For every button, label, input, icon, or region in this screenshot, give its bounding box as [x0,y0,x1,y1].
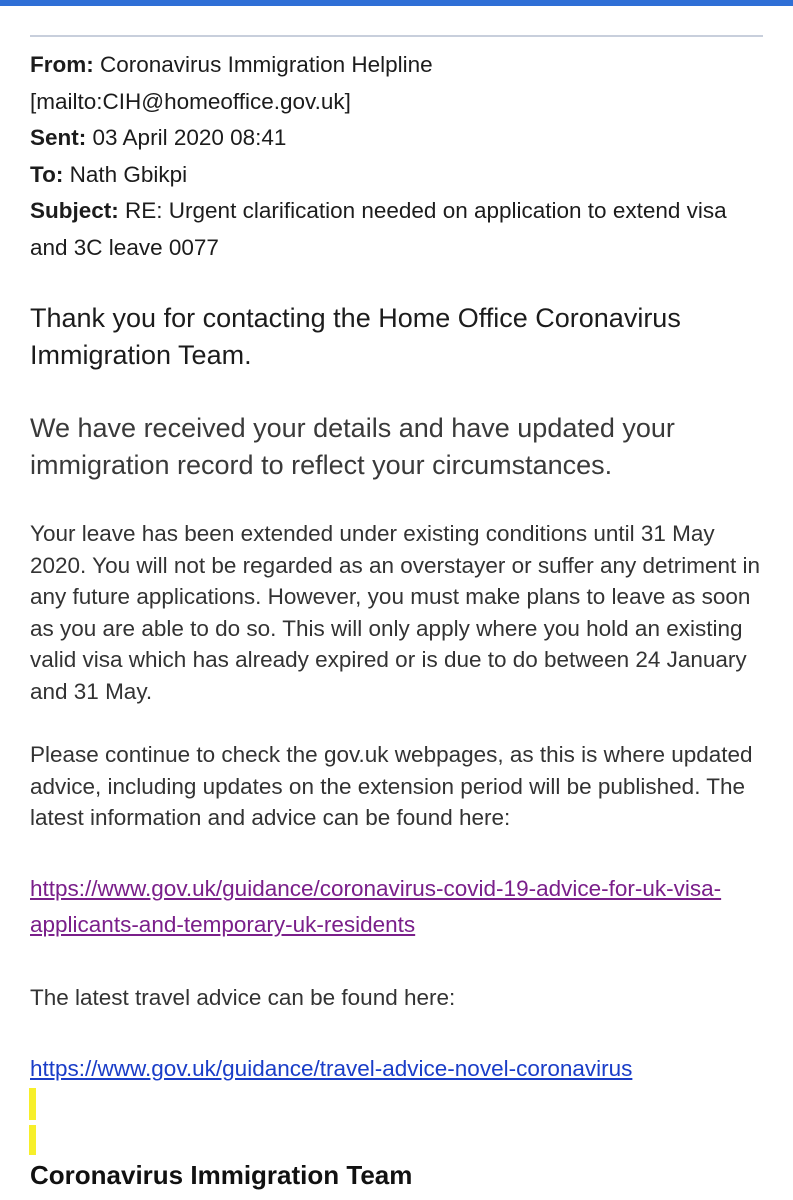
to-row [30,157,770,194]
leave-extension-paragraph: Your leave has been extended under existing conditions until 31 May 2020. You will not be regarded as an overstayer or suffer any detriment in any future applications. However, you must make plans to leave as soon as you are able to do so. This will only apply where you hold an existing valid visa which has already expired or is due to do between 24 January and 31 May. [30,521,761,704]
travel-advice-intro: The latest travel advice can be found here: [30,985,456,1010]
from-row [30,47,770,84]
received-paragraph: We have received your details and have updated your immigration record to reflect your circumstances. [30,413,675,480]
subject-label: Subject: [30,198,119,223]
sent-value: 03 April 2020 08:41 [92,125,287,150]
to-label: To: [30,161,64,187]
check-govuk-paragraph: Please continue to check the gov.uk webpages, as this is where updated advice, including updates on the extension period will be published. The latest information and advice can be found here: [30,742,753,830]
from-label: From: [30,52,94,77]
subject-value: RE: Urgent clarification needed on application to extend visa and 3C leave 0077 [30,198,727,260]
thanks-paragraph: Thank you for contacting the Home Office Coronavirus Immigration Team. [30,303,681,370]
highlight-mark-upper [29,1088,36,1120]
subject-row [30,193,770,266]
highlight-mark-lower [29,1125,36,1155]
top-accent-bar [0,0,793,6]
sent-label: Sent: [30,125,87,150]
from-mailto: [mailto:CIH@homeoffice.gov.uk] [30,88,351,114]
header-divider [30,35,763,37]
signature: Coronavirus Immigration Team [30,1160,413,1190]
travel-advice-link[interactable]: https://www.gov.uk/guidance/travel-advice-novel-coronavirus [30,1056,633,1081]
guidance-link[interactable]: https://www.gov.uk/guidance/coronavirus-covid-19-advice-for-uk-visa-applicants-and-temporary-uk-residents [30,876,722,937]
sent-row [30,120,770,157]
from-value: Coronavirus Immigration Helpline [100,52,433,77]
email-header [30,47,770,266]
to-value: Nath Gbikpi [69,161,188,187]
